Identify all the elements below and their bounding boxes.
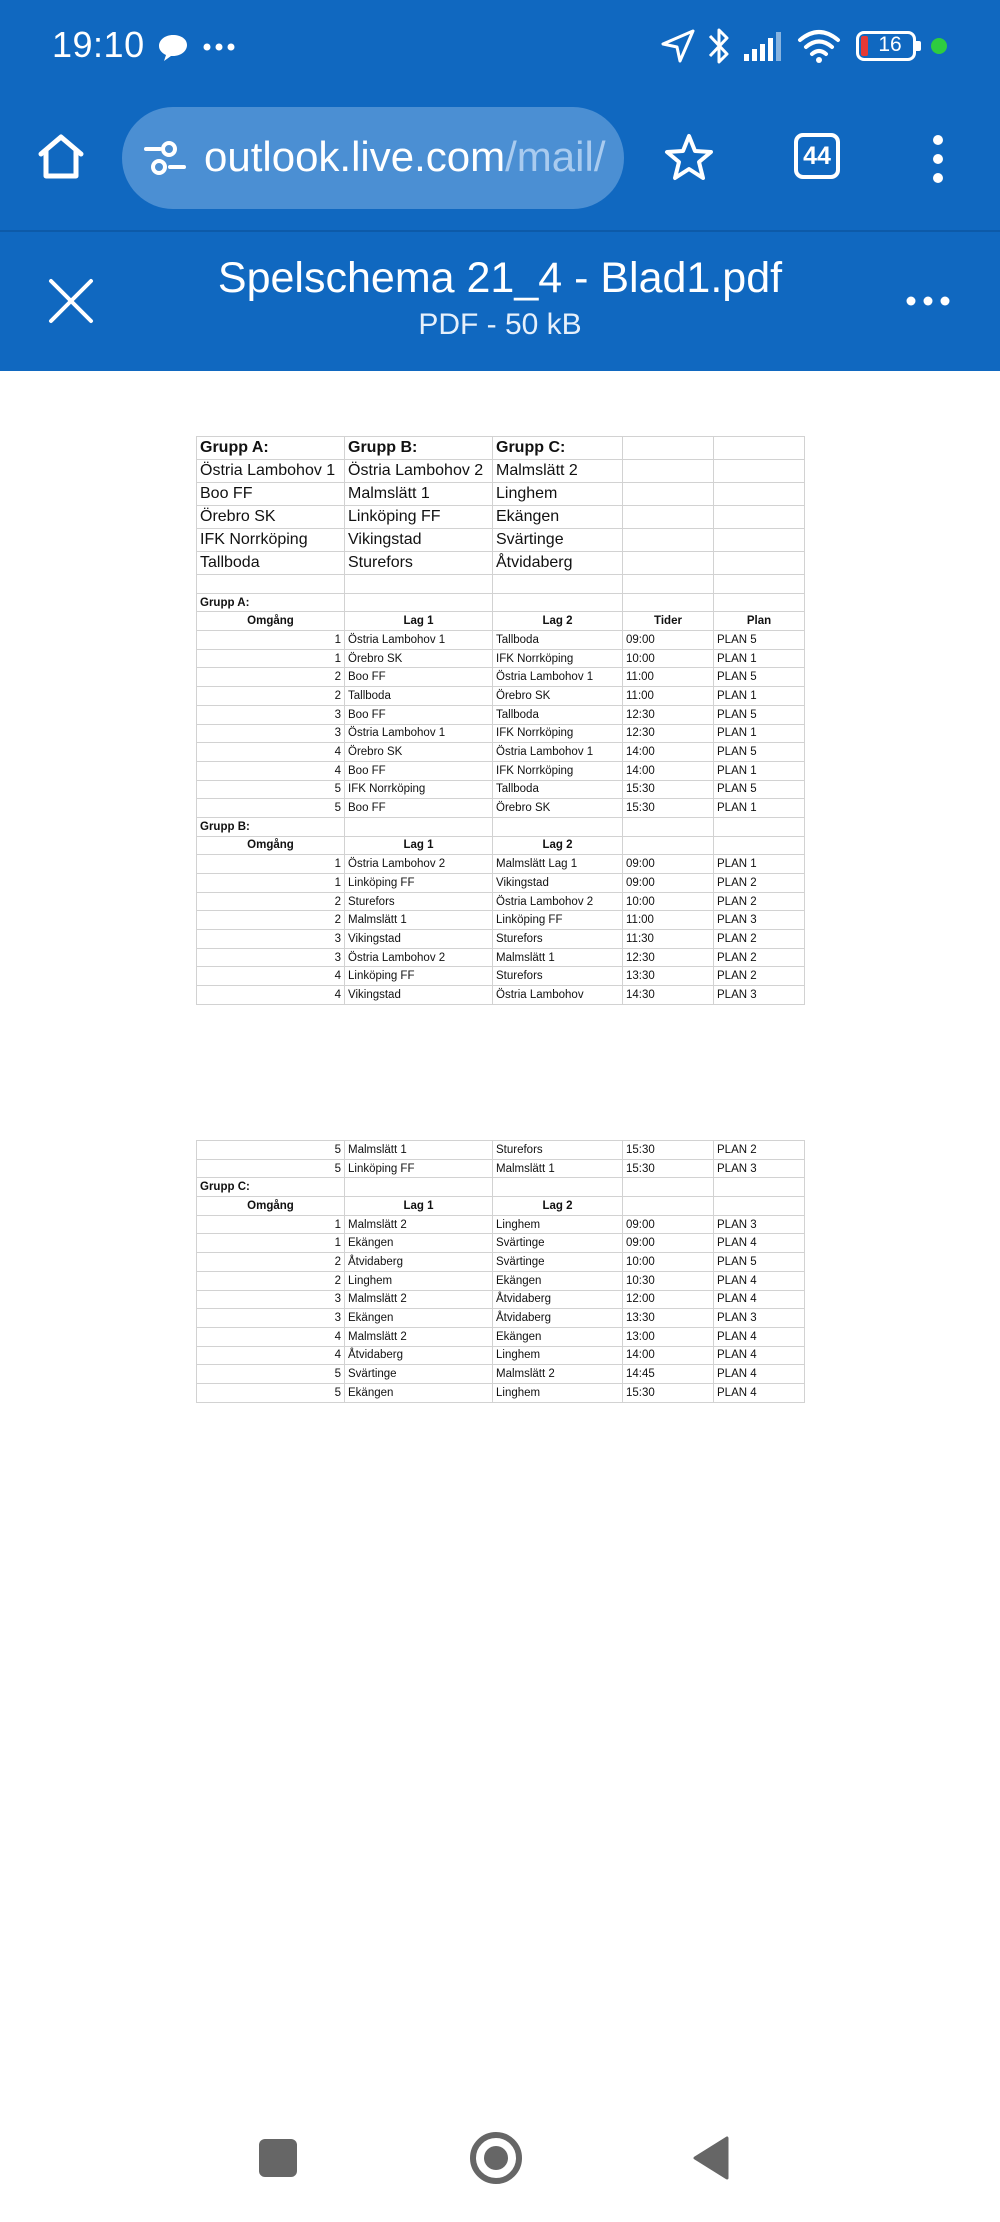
schedule-table-page-1 [196, 436, 805, 1005]
team-name: Boo FF [197, 483, 345, 506]
time-cell: 10:30 [623, 1271, 714, 1290]
team1-cell: Malmslätt 2 [345, 1215, 493, 1234]
more-dots-icon [203, 42, 235, 52]
empty-cell [623, 460, 714, 483]
time-cell: 09:00 [623, 631, 714, 650]
empty-cell [623, 529, 714, 552]
round-cell: 5 [197, 1159, 345, 1178]
team2-cell: Linghem [493, 1346, 623, 1365]
empty-cell [714, 483, 805, 506]
empty-cell [714, 552, 805, 575]
match-row [197, 687, 805, 706]
pitch-cell: PLAN 1 [714, 724, 805, 743]
group-title: Grupp B: [197, 817, 345, 836]
group-title: Grupp A: [197, 593, 345, 612]
empty-cell [714, 1178, 805, 1197]
team1-cell: Åtvidaberg [345, 1253, 493, 1272]
home-icon[interactable] [36, 132, 86, 182]
team1-cell: Åtvidaberg [345, 1346, 493, 1365]
group-team-row [197, 506, 805, 529]
match-row [197, 631, 805, 650]
pdf-viewer-header [0, 232, 1000, 371]
group-title: Grupp C: [197, 1178, 345, 1197]
team-name: Tallboda [197, 552, 345, 575]
round-cell: 2 [197, 1253, 345, 1272]
empty-cell [345, 1178, 493, 1197]
round-cell: 1 [197, 855, 345, 874]
team2-cell: Ekängen [493, 1327, 623, 1346]
pitch-cell: PLAN 5 [714, 668, 805, 687]
time-cell: 14:00 [623, 1346, 714, 1365]
round-cell: 4 [197, 761, 345, 780]
match-row [197, 649, 805, 668]
match-row [197, 1271, 805, 1290]
team2-cell: Sturefors [493, 1141, 623, 1160]
team2-cell: Linghem [493, 1383, 623, 1402]
match-row [197, 724, 805, 743]
match-row [197, 1234, 805, 1253]
pitch-cell: PLAN 5 [714, 705, 805, 724]
column-header: Omgång [197, 836, 345, 855]
team2-cell: Svärtinge [493, 1253, 623, 1272]
team-name: Vikingstad [345, 529, 493, 552]
team2-cell: Örebro SK [493, 687, 623, 706]
group-team-row [197, 552, 805, 575]
round-cell: 1 [197, 631, 345, 650]
column-header: Tider [623, 612, 714, 631]
time-cell: 12:30 [623, 724, 714, 743]
team2-cell: IFK Norrköping [493, 761, 623, 780]
empty-cell [714, 575, 805, 594]
team1-cell: Malmslätt 2 [345, 1290, 493, 1309]
tabs-icon[interactable]: 44 [794, 133, 840, 179]
team-name: Svärtinge [493, 529, 623, 552]
match-row [197, 705, 805, 724]
team1-cell: Linghem [345, 1271, 493, 1290]
team1-cell: Östria Lambohov 1 [345, 631, 493, 650]
team-name: Malmslätt 2 [493, 460, 623, 483]
time-cell: 13:00 [623, 1327, 714, 1346]
team1-cell: Östria Lambohov 1 [345, 724, 493, 743]
team2-cell: Östria Lambohov 2 [493, 892, 623, 911]
pitch-cell: PLAN 4 [714, 1327, 805, 1346]
round-cell: 1 [197, 874, 345, 893]
team2-cell: Tallboda [493, 631, 623, 650]
team2-cell: Ekängen [493, 1271, 623, 1290]
empty-cell [623, 575, 714, 594]
empty-cell [714, 506, 805, 529]
pdf-subtitle: PDF - 50 kB [418, 308, 582, 341]
column-header: Lag 2 [493, 836, 623, 855]
pitch-cell: PLAN 5 [714, 631, 805, 650]
match-row [197, 1346, 805, 1365]
group-header: Grupp B: [345, 437, 493, 460]
group-team-row [197, 460, 805, 483]
status-time: 19:10 [52, 24, 145, 65]
round-cell: 3 [197, 948, 345, 967]
team2-cell: Östria Lambohov 1 [493, 668, 623, 687]
team1-cell: IFK Norrköping [345, 780, 493, 799]
empty-cell [623, 1178, 714, 1197]
pitch-cell: PLAN 1 [714, 855, 805, 874]
match-row [197, 1383, 805, 1402]
column-header-row [197, 1197, 805, 1216]
time-cell: 15:30 [623, 1141, 714, 1160]
match-row [197, 1215, 805, 1234]
system-navigation-bar [0, 2094, 1000, 2222]
match-row [197, 967, 805, 986]
team2-cell: Malmslätt 1 [493, 948, 623, 967]
home-circle-icon[interactable] [470, 2132, 522, 2184]
match-row [197, 1290, 805, 1309]
column-header [623, 1197, 714, 1216]
pitch-cell: PLAN 5 [714, 780, 805, 799]
match-row [197, 930, 805, 949]
empty-cell [493, 593, 623, 612]
column-header: Omgång [197, 612, 345, 631]
team1-cell: Ekängen [345, 1309, 493, 1328]
pitch-cell: PLAN 5 [714, 743, 805, 762]
group-title-row [197, 1178, 805, 1197]
column-header: Lag 1 [345, 836, 493, 855]
match-row [197, 1141, 805, 1160]
team2-cell: Örebro SK [493, 799, 623, 818]
pitch-cell: PLAN 4 [714, 1365, 805, 1384]
round-cell: 4 [197, 1346, 345, 1365]
address-bar[interactable] [122, 107, 624, 209]
time-cell: 14:00 [623, 761, 714, 780]
team1-cell: Linköping FF [345, 874, 493, 893]
team-name: Åtvidaberg [493, 552, 623, 575]
match-row [197, 1253, 805, 1272]
empty-cell [714, 817, 805, 836]
team2-cell: Vikingstad [493, 874, 623, 893]
empty-cell [623, 593, 714, 612]
team2-cell: Sturefors [493, 967, 623, 986]
pitch-cell: PLAN 2 [714, 948, 805, 967]
empty-cell [345, 593, 493, 612]
pitch-cell: PLAN 2 [714, 1141, 805, 1160]
team1-cell: Boo FF [345, 761, 493, 780]
time-cell: 11:00 [623, 911, 714, 930]
empty-cell [623, 817, 714, 836]
pitch-cell: PLAN 1 [714, 649, 805, 668]
match-row [197, 1309, 805, 1328]
match-row [197, 911, 805, 930]
empty-cell [623, 552, 714, 575]
team-name: Örebro SK [197, 506, 345, 529]
round-cell: 5 [197, 780, 345, 799]
team1-cell: Boo FF [345, 799, 493, 818]
empty-cell [493, 575, 623, 594]
empty-cell [623, 506, 714, 529]
match-row [197, 874, 805, 893]
team1-cell: Örebro SK [345, 743, 493, 762]
team-name: Sturefors [345, 552, 493, 575]
team-name: Östria Lambohov 2 [345, 460, 493, 483]
pdf-title: Spelschema 21_4 - Blad1.pdf [217, 254, 783, 302]
column-header: Lag 1 [345, 1197, 493, 1216]
team2-cell: Östria Lambohov 1 [493, 743, 623, 762]
empty-cell [714, 529, 805, 552]
time-cell: 12:00 [623, 1290, 714, 1309]
team1-cell: Vikingstad [345, 930, 493, 949]
team2-cell: Malmslätt Lag 1 [493, 855, 623, 874]
time-cell: 14:30 [623, 986, 714, 1005]
url-text[interactable] [204, 133, 606, 181]
pitch-cell: PLAN 1 [714, 761, 805, 780]
back-triangle-icon[interactable] [692, 2136, 730, 2180]
team2-cell: Svärtinge [493, 1234, 623, 1253]
status-bar [0, 0, 1000, 92]
star-icon[interactable] [664, 132, 714, 182]
pitch-cell: PLAN 3 [714, 1309, 805, 1328]
round-cell: 1 [197, 1215, 345, 1234]
team2-cell: Tallboda [493, 705, 623, 724]
more-options-icon[interactable] [906, 296, 950, 306]
empty-cell [345, 575, 493, 594]
round-cell: 4 [197, 1327, 345, 1346]
pitch-cell: PLAN 2 [714, 892, 805, 911]
match-row [197, 855, 805, 874]
pitch-cell: PLAN 2 [714, 967, 805, 986]
time-cell: 10:00 [623, 649, 714, 668]
team1-cell: Sturefors [345, 892, 493, 911]
team-name: IFK Norrköping [197, 529, 345, 552]
green-dot-icon [931, 38, 947, 54]
pitch-cell: PLAN 4 [714, 1271, 805, 1290]
url-host: outlook.live.com [204, 133, 506, 180]
time-cell: 09:00 [623, 1215, 714, 1234]
column-header: Plan [714, 612, 805, 631]
round-cell: 3 [197, 1309, 345, 1328]
time-cell: 14:45 [623, 1365, 714, 1384]
battery-icon [856, 31, 916, 61]
empty-cell [714, 460, 805, 483]
recents-square-icon[interactable] [259, 2139, 297, 2177]
empty-cell [493, 1178, 623, 1197]
blank-row [197, 575, 805, 594]
round-cell: 5 [197, 1383, 345, 1402]
round-cell: 2 [197, 892, 345, 911]
team2-cell: Malmslätt 1 [493, 1159, 623, 1178]
time-cell: 09:00 [623, 874, 714, 893]
signal-icon [743, 30, 785, 62]
team2-cell: Tallboda [493, 780, 623, 799]
team1-cell: Boo FF [345, 705, 493, 724]
time-cell: 15:30 [623, 1383, 714, 1402]
time-cell: 11:00 [623, 687, 714, 706]
round-cell: 2 [197, 911, 345, 930]
team1-cell: Malmslätt 1 [345, 1141, 493, 1160]
column-header-row [197, 612, 805, 631]
pitch-cell: PLAN 1 [714, 799, 805, 818]
pitch-cell: PLAN 2 [714, 874, 805, 893]
time-cell: 09:00 [623, 1234, 714, 1253]
browser-toolbar [0, 92, 1000, 230]
empty-cell [623, 483, 714, 506]
round-cell: 4 [197, 967, 345, 986]
site-settings-icon[interactable] [144, 140, 186, 176]
match-row [197, 743, 805, 762]
group-team-row [197, 483, 805, 506]
match-row [197, 1365, 805, 1384]
url-path: /mail/ [505, 133, 606, 180]
pdf-page-2 [196, 1140, 804, 1403]
pitch-cell: PLAN 1 [714, 687, 805, 706]
match-row [197, 780, 805, 799]
team1-cell: Östria Lambohov 2 [345, 855, 493, 874]
menu-icon[interactable] [930, 134, 946, 184]
team2-cell: Malmslätt 2 [493, 1365, 623, 1384]
column-header: Lag 2 [493, 1197, 623, 1216]
pitch-cell: PLAN 3 [714, 1159, 805, 1178]
team2-cell: Åtvidaberg [493, 1290, 623, 1309]
time-cell: 15:30 [623, 780, 714, 799]
time-cell: 13:30 [623, 967, 714, 986]
empty-cell [493, 817, 623, 836]
round-cell: 4 [197, 986, 345, 1005]
round-cell: 2 [197, 668, 345, 687]
empty-cell [623, 437, 714, 460]
time-cell: 13:30 [623, 1309, 714, 1328]
team-name: Östria Lambohov 1 [197, 460, 345, 483]
pitch-cell: PLAN 4 [714, 1290, 805, 1309]
match-row [197, 986, 805, 1005]
match-row [197, 668, 805, 687]
match-row [197, 799, 805, 818]
column-header: Omgång [197, 1197, 345, 1216]
team1-cell: Linköping FF [345, 1159, 493, 1178]
group-title-row [197, 817, 805, 836]
empty-cell [345, 817, 493, 836]
pdf-page-1 [196, 436, 804, 1005]
round-cell: 2 [197, 1271, 345, 1290]
round-cell: 5 [197, 799, 345, 818]
team1-cell: Örebro SK [345, 649, 493, 668]
time-cell: 15:30 [623, 1159, 714, 1178]
round-cell: 1 [197, 1234, 345, 1253]
time-cell: 11:00 [623, 668, 714, 687]
round-cell: 5 [197, 1365, 345, 1384]
team1-cell: Tallboda [345, 687, 493, 706]
time-cell: 11:30 [623, 930, 714, 949]
pitch-cell: PLAN 3 [714, 986, 805, 1005]
team-name: Malmslätt 1 [345, 483, 493, 506]
round-cell: 1 [197, 649, 345, 668]
team1-cell: Malmslätt 1 [345, 911, 493, 930]
team-name: Linghem [493, 483, 623, 506]
team-name: Linköping FF [345, 506, 493, 529]
team1-cell: Svärtinge [345, 1365, 493, 1384]
round-cell: 3 [197, 705, 345, 724]
chat-bubble-icon [157, 33, 189, 63]
round-cell: 3 [197, 724, 345, 743]
round-cell: 5 [197, 1141, 345, 1160]
match-row [197, 1159, 805, 1178]
round-cell: 3 [197, 1290, 345, 1309]
team2-cell: Sturefors [493, 930, 623, 949]
team1-cell: Östria Lambohov 2 [345, 948, 493, 967]
team2-cell: Linköping FF [493, 911, 623, 930]
empty-cell [197, 575, 345, 594]
group-header: Grupp A: [197, 437, 345, 460]
pitch-cell: PLAN 4 [714, 1383, 805, 1402]
pitch-cell: PLAN 2 [714, 930, 805, 949]
schedule-table-page-2 [196, 1140, 805, 1403]
round-cell: 4 [197, 743, 345, 762]
column-header [714, 836, 805, 855]
match-row [197, 948, 805, 967]
empty-cell [714, 437, 805, 460]
round-cell: 2 [197, 687, 345, 706]
team2-cell: IFK Norrköping [493, 724, 623, 743]
wifi-icon [797, 28, 841, 64]
column-header: Lag 2 [493, 612, 623, 631]
team1-cell: Ekängen [345, 1234, 493, 1253]
column-header-row [197, 836, 805, 855]
match-row [197, 892, 805, 911]
time-cell: 12:30 [623, 948, 714, 967]
time-cell: 14:00 [623, 743, 714, 762]
column-header: Lag 1 [345, 612, 493, 631]
pitch-cell: PLAN 3 [714, 911, 805, 930]
time-cell: 10:00 [623, 892, 714, 911]
time-cell: 12:30 [623, 705, 714, 724]
pitch-cell: PLAN 4 [714, 1234, 805, 1253]
group-header: Grupp C: [493, 437, 623, 460]
time-cell: 10:00 [623, 1253, 714, 1272]
column-header [714, 1197, 805, 1216]
match-row [197, 761, 805, 780]
location-arrow-icon [660, 28, 696, 64]
pitch-cell: PLAN 3 [714, 1215, 805, 1234]
round-cell: 3 [197, 930, 345, 949]
team2-cell: Östria Lambohov [493, 986, 623, 1005]
team1-cell: Ekängen [345, 1383, 493, 1402]
team1-cell: Boo FF [345, 668, 493, 687]
team1-cell: Malmslätt 2 [345, 1327, 493, 1346]
team2-cell: IFK Norrköping [493, 649, 623, 668]
match-row [197, 1327, 805, 1346]
time-cell: 09:00 [623, 855, 714, 874]
battery-level: 16 [878, 33, 902, 56]
team2-cell: Åtvidaberg [493, 1309, 623, 1328]
team1-cell: Vikingstad [345, 986, 493, 1005]
groups-header-row [197, 437, 805, 460]
team1-cell: Linköping FF [345, 967, 493, 986]
group-title-row [197, 593, 805, 612]
bluetooth-icon [707, 25, 731, 67]
group-team-row [197, 529, 805, 552]
app-header [0, 0, 1000, 371]
team-name: Ekängen [493, 506, 623, 529]
pitch-cell: PLAN 5 [714, 1253, 805, 1272]
pitch-cell: PLAN 4 [714, 1346, 805, 1365]
empty-cell [714, 593, 805, 612]
time-cell: 15:30 [623, 799, 714, 818]
team2-cell: Linghem [493, 1215, 623, 1234]
column-header [623, 836, 714, 855]
